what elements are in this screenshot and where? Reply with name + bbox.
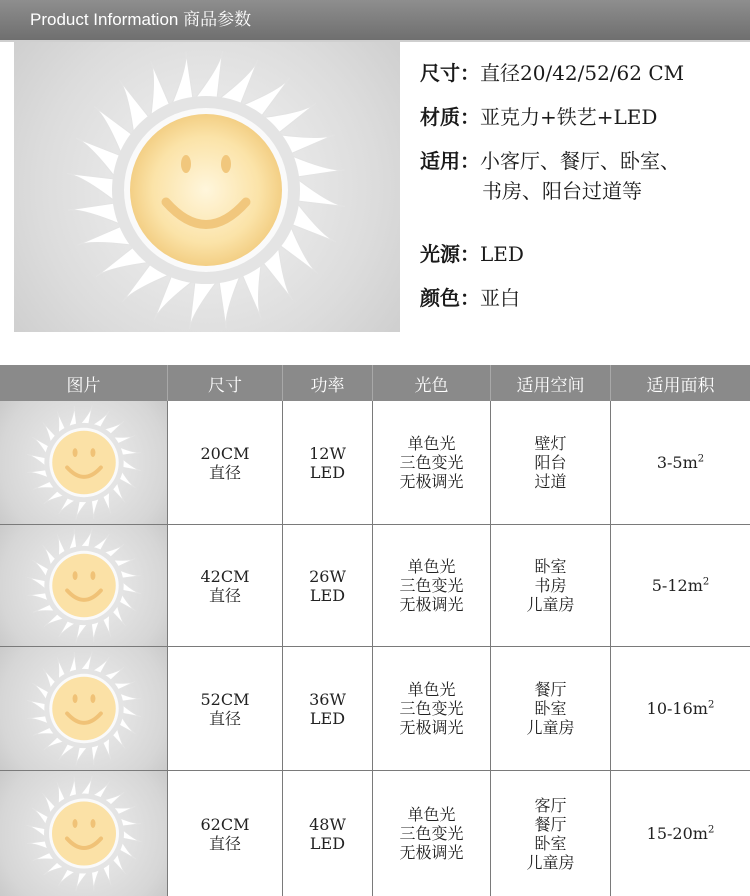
row-power [283,401,373,524]
spec-usage [420,146,680,176]
size-value: 62CM [200,814,250,834]
th-area: 适用面积 [646,375,715,395]
row-size [168,647,283,770]
space-item: 儿童房 [526,852,575,872]
area-unit-sup: 2 [707,824,715,836]
sun-ray [75,500,88,520]
table-row [0,401,750,525]
space-item: 儿童房 [526,595,575,614]
th-image: 图片 [0,365,168,401]
space-item: 客厅 [534,795,567,815]
area-text: 5-12m [651,576,703,595]
light-mode-3: 无极调光 [399,472,464,491]
sun-ray [79,776,92,796]
area-value [652,576,710,595]
spec-color [420,283,520,313]
row-light-color [373,401,491,524]
sun-ray [79,529,92,549]
power-value: 48W [309,814,346,834]
size-value: 52CM [200,689,250,709]
sun-lamp-thumbnail [27,406,141,520]
size-label: 直径 [208,585,241,605]
power-type: LED [309,462,346,482]
row-power [283,771,373,896]
product-main-image [14,42,400,332]
sun-ray [67,174,115,201]
sun-ray [121,704,141,717]
sun-ray [67,203,120,224]
area-value [657,453,704,472]
row-area [611,525,750,646]
spec-light-label: 光源： [420,242,480,266]
spec-size-value: 直径20/42/52/62 CM [480,61,685,85]
row-size [168,401,283,524]
sun-ray [27,700,47,713]
row-thumbnail [0,525,168,646]
space-item: 过道 [534,472,567,491]
table-row [0,771,750,896]
spec-table [0,365,750,896]
light-mode-2: 三色变光 [399,824,464,843]
space-item: 卧室 [534,699,567,718]
row-light-color [373,525,491,646]
power-type: LED [309,585,346,605]
power-value: 36W [309,689,346,709]
space-item: 卧室 [534,557,567,576]
row-area [611,771,750,896]
row-space [491,771,611,896]
sun-ray [297,179,345,206]
size-label: 直径 [208,833,241,853]
sun-ray [291,156,344,177]
row-power [283,647,373,770]
th-light-color: 光色 [373,365,491,401]
sun-ray [172,51,193,104]
sun-ray [121,829,141,842]
area-value [647,699,715,718]
spec-material-value: 亚克力+铁艺+LED [480,105,658,129]
sun-ray [79,406,92,426]
spec-color-value: 亚白 [480,286,520,310]
spec-usage-line2 [482,176,642,206]
row-space [491,525,611,646]
size-label: 直径 [208,708,241,728]
spec-usage-value-line1: 小客厅、餐厅、卧室、 [480,149,680,173]
spec-color-label: 颜色： [420,286,480,310]
sun-lamp-thumbnail [27,529,141,643]
light-mode-1: 单色光 [407,805,456,824]
size-value: 20CM [200,443,250,463]
sun-ray [121,458,141,471]
light-mode-1: 单色光 [407,434,456,453]
power-value: 12W [309,443,346,463]
power-value: 26W [309,566,346,586]
light-mode-1: 单色光 [407,557,456,576]
row-light-color [373,771,491,896]
area-text: 15-20m [646,824,708,843]
spec-size-label: 尺寸： [420,61,480,85]
sun-ray [75,871,88,891]
th-space: 适用空间 [491,365,611,401]
size-value: 42CM [200,566,250,586]
spec-usage-value-line2: 书房、阳台过道等 [482,179,642,203]
space-item: 阳台 [534,453,567,472]
space-item: 儿童房 [526,718,575,737]
spec-usage-label: 适用： [420,149,480,173]
row-thumbnail [0,401,168,524]
power-type: LED [309,833,346,853]
light-mode-3: 无极调光 [399,718,464,737]
th-power: 功率 [283,365,373,401]
space-item: 餐厅 [534,680,567,699]
th-size: 尺寸 [168,365,283,401]
power-type: LED [309,708,346,728]
area-value [647,824,715,843]
sun-ray [190,281,217,329]
row-space [491,401,611,524]
spec-material [420,102,657,132]
sun-ray [75,623,88,643]
spec-size [420,58,684,88]
light-mode-2: 三色变光 [399,576,464,595]
light-mode-1: 单色光 [407,680,456,699]
row-space [491,647,611,770]
sun-lamp-thumbnail [26,776,141,891]
row-light-color [373,647,491,770]
light-mode-2: 三色变光 [399,699,464,718]
size-label: 直径 [208,462,241,482]
sun-ray [26,825,46,838]
table-row [0,525,750,647]
sun-ray [121,581,141,594]
space-item: 卧室 [534,833,567,853]
sun-ray [27,454,47,467]
area-unit-sup: 2 [697,453,705,465]
row-size [168,525,283,646]
space-item: 餐厅 [534,814,567,834]
row-power [283,525,373,646]
spec-light-value: LED [480,242,524,266]
area-text: 3-5m [656,453,698,472]
table-row [0,647,750,771]
sun-ray [195,51,222,99]
row-thumbnail [0,647,168,770]
area-text: 10-16m [646,699,708,718]
row-area [611,647,750,770]
sun-lamp-thumbnail [27,652,141,766]
row-thumbnail [0,771,168,896]
space-item: 书房 [534,576,567,595]
sun-ray [79,652,92,672]
sun-ray [75,746,88,766]
spec-material-label: 材质： [420,105,480,129]
lamp-face [130,114,282,266]
sun-lamp-illustration [14,42,400,332]
light-mode-2: 三色变光 [399,453,464,472]
area-unit-sup: 2 [702,576,710,588]
spec-light [420,239,524,269]
row-size [168,771,283,896]
area-unit-sup: 2 [707,699,715,711]
section-title: Product Information 商品参数 [30,10,252,29]
section-header [0,0,750,40]
sun-ray [219,275,240,328]
sun-ray [27,577,47,590]
light-mode-3: 无极调光 [399,843,464,862]
space-item: 壁灯 [534,434,567,453]
table-header [0,365,750,401]
row-area [611,401,750,524]
light-mode-3: 无极调光 [399,595,464,614]
